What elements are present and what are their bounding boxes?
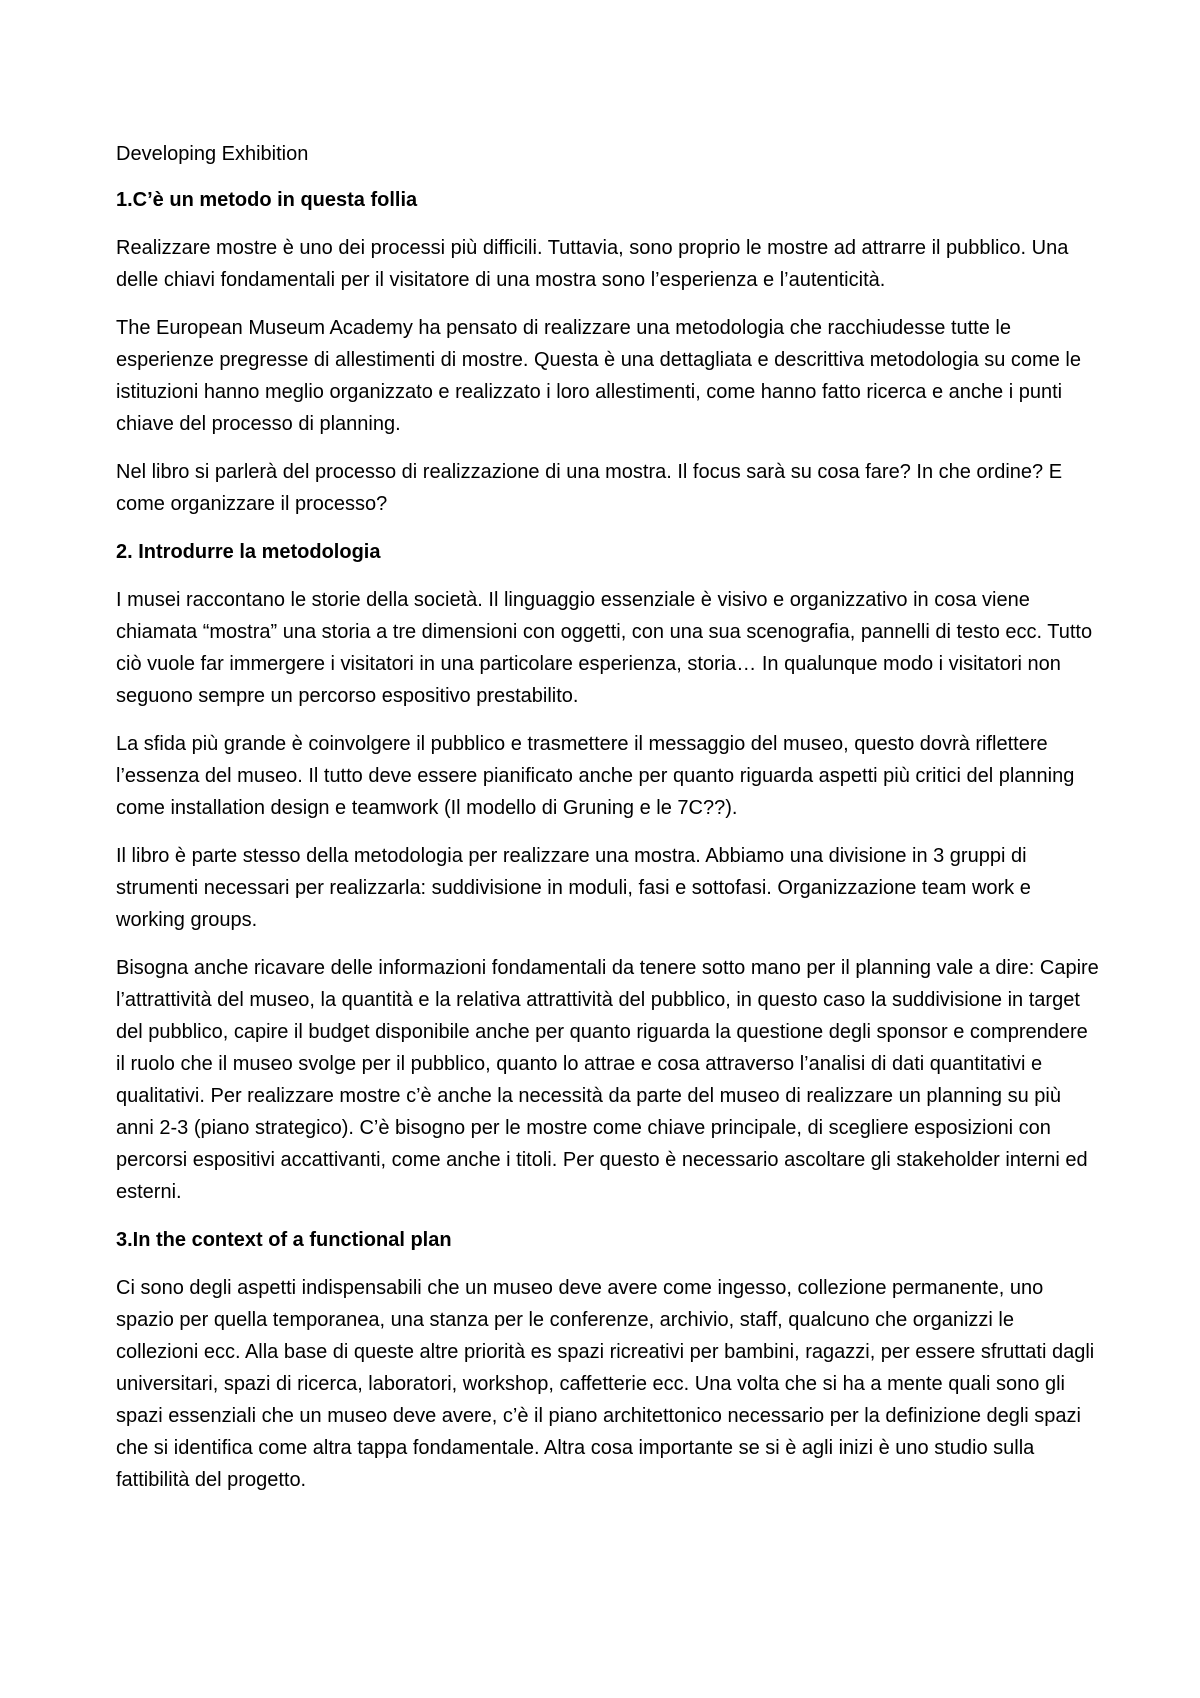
section-heading: 3.In the context of a functional plan [116,1229,452,1251]
section-heading: 1.C’è un metodo in questa follia [116,189,418,211]
section-heading: 2. Introdurre la metodologia [116,541,381,563]
document-page [116,138,1100,1512]
paragraph: Bisogna anche ricavare delle informazioni fondamentali da tenere sotto mano per il planning vale a dire: Capire l’attrattività del museo, la quantità e la relativa attrattività del pubblico, in questo caso la suddivisione in target del pubblico, capire il budget disponibile anche per quanto riguarda la questione degli sponsor e comprendere il ruolo che il museo svolge per il pubblico, quanto lo attrae e cosa attraverso l’analisi di dati quantitativi e qualitativi. Per realizzare mostre c’è anche la necessità da parte del museo di realizzare un planning su più anni 2-3 (piano strategico). C’è bisogno per le mostre come chiave principale, di scegliere esposizioni con percorsi espositivi accattivanti, come anche i titoli. Per questo è necessario ascoltare gli stakeholder interni ed esterni. [116,957,1099,1203]
paragraph: Ci sono degli aspetti indispensabili che un museo deve avere come ingesso, collezione permanente, uno spazio per quella temporanea, una stanza per le conferenze, archivio, staff, qualcuno che organizzi le collezioni ecc. Alla base di queste altre priorità es spazi ricreativi per bambini, ragazzi, per essere sfruttati dagli universitari, spazi di ricerca, laboratori, workshop, caffetterie ecc. Una volta che si ha a mente quali sono gli spazi essenziali che un museo deve avere, c’è il piano architettonico necessario per la definizione degli spazi che si identifica come altra tappa fondamentale. Altra cosa importante se si è agli inizi è uno studio sulla fattibilità del progetto. [116,1277,1095,1491]
paragraph: La sfida più grande è coinvolgere il pubblico e trasmettere il messaggio del museo, questo dovrà riflettere l’essenza del museo. Il tutto deve essere pianificato anche per quanto riguarda aspetti più critici del planning come installation design e teamwork (Il modello di Gruning e le 7C??). [116,733,1075,819]
paragraph: I musei raccontano le storie della società. Il linguaggio essenziale è visivo e organizzativo in cosa viene chiamata “mostra” una storia a tre dimensioni con oggetti, con una sua scenografia, pannelli di testo ecc. Tutto ciò vuole far immergere i visitatori in una particolare esperienza, storia… In qualunque modo i visitatori non seguono sempre un percorso espositivo prestabilito. [116,589,1093,707]
document-title: Developing Exhibition [116,143,309,165]
paragraph: Il libro è parte stesso della metodologia per realizzare una mostra. Abbiamo una divisione in 3 gruppi di strumenti necessari per realizzarla: suddivisione in moduli, fasi e sottofasi. Organizzazione team work e working groups. [116,845,1031,931]
section-1 [116,184,1100,520]
paragraph: The European Museum Academy ha pensato di realizzare una metodologia che racchiudesse tutte le esperienze pregresse di allestimenti di mostre. Questa è una dettagliata e descrittiva metodologia su come le istituzioni hanno meglio organizzato e realizzato i loro allestimenti, come hanno fatto ricerca e anche i punti chiave del processo di planning. [116,317,1081,435]
paragraph: Realizzare mostre è uno dei processi più difficili. Tuttavia, sono proprio le mostre ad attrarre il pubblico. Una delle chiavi fondamentali per il visitatore di una mostra sono l’esperienza e l’autenticità. [116,237,1069,291]
paragraph: Nel libro si parlerà del processo di realizzazione di una mostra. Il focus sarà su cosa fare? In che ordine? E come organizzare il processo? [116,461,1063,515]
section-3 [116,1224,1100,1496]
section-2 [116,536,1100,1208]
